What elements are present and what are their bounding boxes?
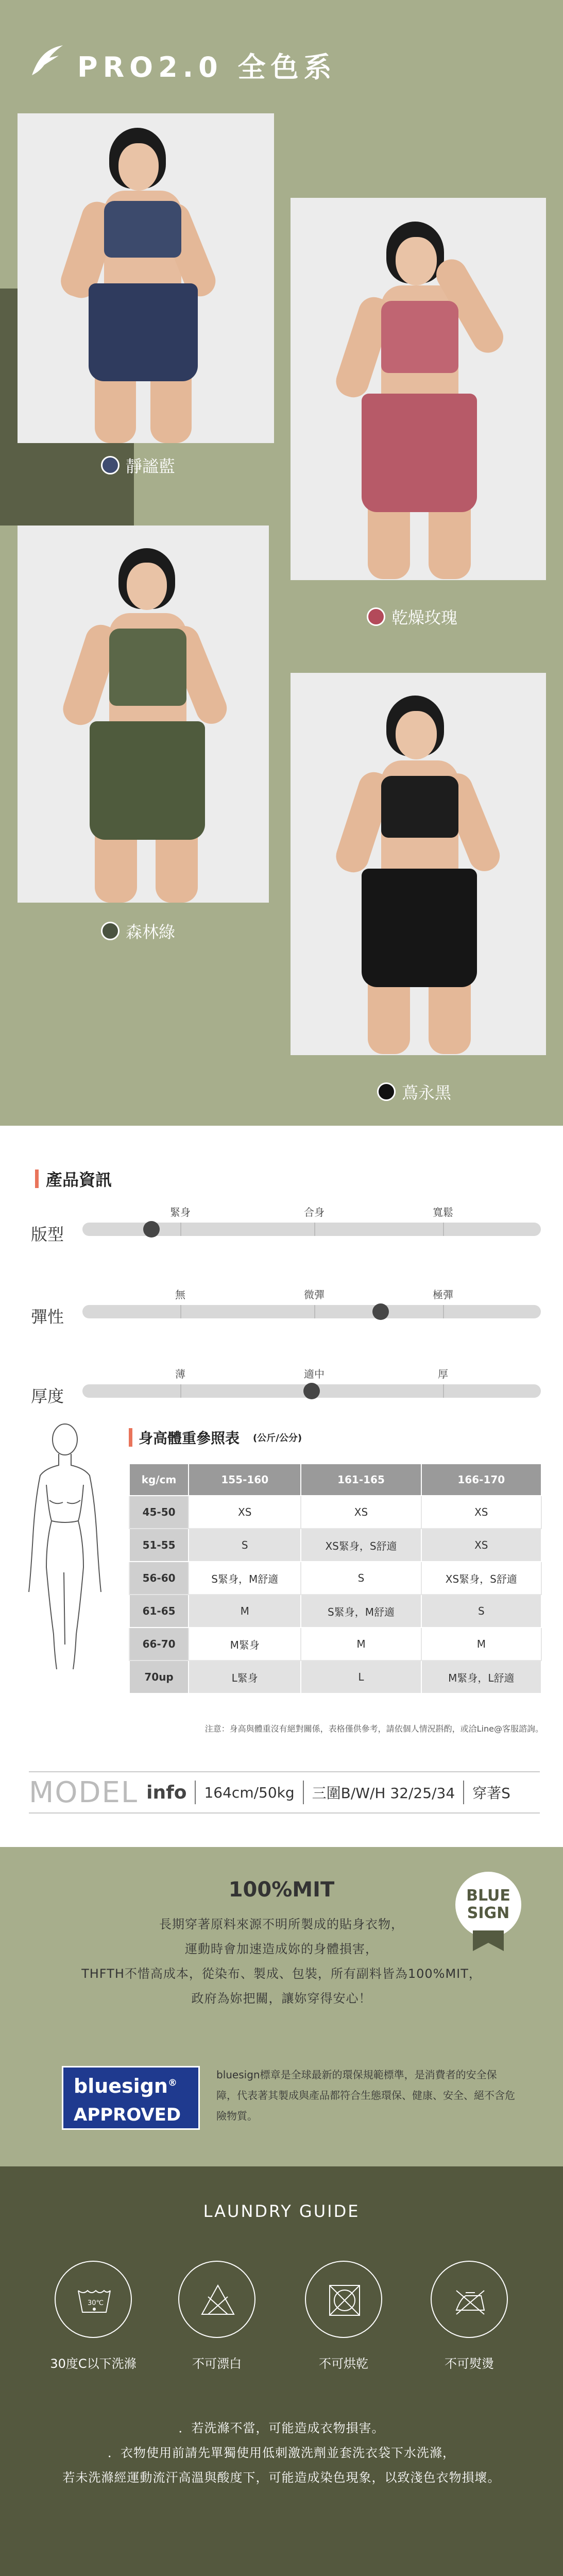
spec-track	[82, 1223, 541, 1236]
table-row	[129, 1595, 541, 1628]
spec-tick-label: 緊身	[170, 1206, 191, 1218]
spec-label: 厚度	[31, 1386, 64, 1406]
spec-tick	[314, 1223, 315, 1236]
spec-level-knob	[143, 1221, 160, 1238]
blue-sign-badge	[455, 1872, 521, 1938]
spec-tick	[443, 1384, 444, 1398]
accent-bar	[35, 1170, 39, 1188]
weight-cell: 70up	[129, 1660, 189, 1693]
mit-line: 長期穿著原料來源不明所製成的貼身衣物，	[159, 1917, 404, 1931]
color-name: 乾燥玫瑰	[391, 608, 458, 628]
size-cell: L緊身	[189, 1660, 301, 1693]
info-label: info	[146, 1782, 187, 1803]
spec-slider-row	[31, 1284, 541, 1331]
size-cell: L	[301, 1660, 421, 1693]
mit-line: 政府為妳把關，讓妳穿得安心！	[191, 1991, 372, 2006]
color-label-black	[377, 1080, 451, 1104]
spec-level-knob	[303, 1383, 320, 1399]
sports-bra	[381, 301, 458, 373]
sports-bra	[381, 776, 458, 838]
column-header: kg/cm	[129, 1464, 189, 1496]
divider	[195, 1781, 196, 1804]
divider	[303, 1781, 304, 1804]
spec-tick	[180, 1384, 181, 1398]
laundry-note: ．衣物使用前請先單獨使用低刺激洗劑並套洗衣袋下水洗滌，	[108, 2446, 455, 2460]
spec-tick	[443, 1223, 444, 1236]
laundry-note: 若未洗滌經運動流汗高溫與酸度下，可能造成染色現象，以致淺色衣物損壞。	[62, 2470, 501, 2485]
product-photo-rose	[291, 198, 546, 580]
weight-cell: 61-65	[129, 1595, 189, 1628]
color-swatch	[101, 922, 120, 940]
color-swatch	[367, 607, 385, 626]
color-swatch	[101, 456, 120, 474]
spec-tick-label: 合身	[304, 1206, 325, 1218]
size-cell: M緊身	[189, 1628, 301, 1660]
mit-line: THFTH不惜高成本，從染布、製成、包裝，所有副料皆為100%MIT，	[81, 1967, 482, 1981]
bluesign-approved: APPROVED	[74, 2105, 181, 2125]
accent-bar	[129, 1428, 132, 1447]
spec-tick-label: 極彈	[433, 1289, 453, 1301]
size-cell: XS緊身，S舒適	[421, 1562, 541, 1595]
spec-track	[82, 1384, 541, 1398]
color-label-green	[101, 919, 175, 943]
product-photo-green	[18, 526, 269, 903]
spec-tick	[180, 1223, 181, 1236]
color-name: 靜謐藍	[126, 456, 176, 476]
weight-cell: 66-70	[129, 1628, 189, 1660]
model-info-bar	[29, 1771, 540, 1814]
brand-logo-icon	[29, 42, 65, 78]
size-cell: XS	[189, 1496, 301, 1529]
size-chart-note: 注意：身高與體重沒有絕對關係，表格僅供參考，請依個人情況斟酌，或洽Line@客服諮詢。	[204, 1724, 543, 1734]
spec-tick-label: 厚	[438, 1368, 448, 1380]
badge-line: SIGN	[467, 1904, 510, 1922]
mit-title: 100%MIT	[228, 1878, 335, 1902]
color-label-rose	[367, 605, 457, 629]
table-row	[129, 1562, 541, 1595]
sports-bra	[109, 629, 186, 706]
spec-slider-row	[31, 1202, 541, 1248]
spec-slider-row	[31, 1364, 541, 1410]
laundry-caption: 不可烘乾	[319, 2357, 368, 2371]
spec-tick-label: 微彈	[304, 1289, 325, 1301]
body-figure-icon	[18, 1418, 110, 1675]
bluesign-logo	[62, 2066, 200, 2130]
size-cell: M	[301, 1628, 421, 1660]
product-photo-black	[291, 673, 546, 1055]
size-cell: XS	[421, 1496, 541, 1529]
product-photo-blue	[18, 113, 274, 443]
size-cell: S	[301, 1562, 421, 1595]
model-wear-size: 穿著S	[472, 1785, 510, 1802]
weight-cell: 51-55	[129, 1529, 189, 1562]
heading-text: 身高體重參照表	[139, 1430, 240, 1447]
biker-shorts	[362, 869, 477, 987]
spec-tick	[443, 1305, 444, 1318]
divider	[463, 1781, 464, 1804]
biker-shorts	[89, 283, 198, 381]
laundry-section	[0, 2166, 563, 2576]
spec-track	[82, 1305, 541, 1318]
table-row	[129, 1628, 541, 1660]
hero-section	[0, 0, 563, 1126]
color-name: 蔦永黑	[402, 1083, 452, 1103]
size-cell: XS	[421, 1529, 541, 1562]
size-cell: S	[421, 1595, 541, 1628]
mit-line: 運動時會加速造成妳的身體損害，	[185, 1942, 378, 1956]
table-row	[129, 1529, 541, 1562]
laundry-caption: 不可熨燙	[445, 2357, 494, 2371]
biker-shorts	[362, 394, 477, 512]
no-bleach-icon	[178, 2261, 255, 2338]
size-cell: S緊身，M舒適	[301, 1595, 421, 1628]
mit-section	[0, 1847, 563, 2166]
table-row	[129, 1496, 541, 1529]
column-header: 155-160	[189, 1464, 301, 1496]
laundry-title: LAUNDRY GUIDE	[203, 2201, 360, 2221]
no-tumble-dry-icon	[305, 2261, 382, 2338]
size-chart-table	[129, 1463, 542, 1694]
laundry-caption: 30度C以下洗滌	[50, 2357, 137, 2371]
model-label: MODEL	[29, 1775, 139, 1809]
spec-tick-label: 薄	[175, 1368, 185, 1380]
size-cell: XS	[301, 1496, 421, 1529]
badge-line: BLUE	[466, 1887, 510, 1905]
color-label-blue	[101, 453, 175, 477]
color-swatch	[377, 1082, 396, 1101]
no-iron-icon	[431, 2261, 508, 2338]
spec-label: 彈性	[31, 1307, 64, 1327]
spec-tick	[180, 1305, 181, 1318]
size-chart-heading	[129, 1427, 302, 1448]
model-size: 164cm/50kg	[204, 1784, 295, 1801]
bluesign-name: bluesign	[74, 2075, 168, 2097]
size-cell: M	[189, 1595, 301, 1628]
size-cell: S	[189, 1529, 301, 1562]
laundry-caption: 不可漂白	[192, 2357, 242, 2371]
spec-tick-label: 無	[175, 1289, 185, 1301]
weight-cell: 45-50	[129, 1496, 189, 1529]
weight-cell: 56-60	[129, 1562, 189, 1595]
bluesign-description: bluesign標章是全球最新的環保規範標準，是消費者的安全保障，代表著其製成與產品都符合生態環保、健康、安全、絕不含危險物質。	[216, 2069, 515, 2122]
table-row	[129, 1660, 541, 1693]
wash-30-icon	[55, 2261, 132, 2338]
laundry-note: ．若洗滌不當，可能造成衣物損害。	[178, 2421, 385, 2435]
heading-text: 產品資訊	[46, 1170, 112, 1190]
product-info-heading	[35, 1167, 112, 1191]
biker-shorts	[90, 721, 205, 840]
size-cell: XS緊身，S舒適	[301, 1529, 421, 1562]
spec-label: 版型	[31, 1225, 64, 1244]
color-name: 森林綠	[126, 922, 176, 942]
spec-tick-label: 適中	[304, 1368, 325, 1380]
spec-level-knob	[372, 1303, 389, 1320]
size-table-body	[129, 1496, 541, 1693]
size-cell: S緊身，M舒適	[189, 1562, 301, 1595]
spec-tick	[314, 1305, 315, 1318]
size-table-header	[129, 1464, 541, 1496]
series-title: PRO2.0 全色系	[77, 51, 337, 83]
model-measurements: 三圍B/W/H 32/25/34	[312, 1785, 455, 1802]
size-cell: M緊身，L舒適	[421, 1660, 541, 1693]
column-header: 166-170	[421, 1464, 541, 1496]
unit-text: (公斤/公分)	[253, 1433, 302, 1444]
column-header: 161-165	[301, 1464, 421, 1496]
size-cell: M	[421, 1628, 541, 1660]
sports-bra	[104, 201, 181, 258]
registered-mark: ®	[167, 2077, 177, 2089]
spec-tick-label: 寬鬆	[433, 1206, 453, 1218]
wash-temp: 30℃	[88, 2299, 104, 2307]
